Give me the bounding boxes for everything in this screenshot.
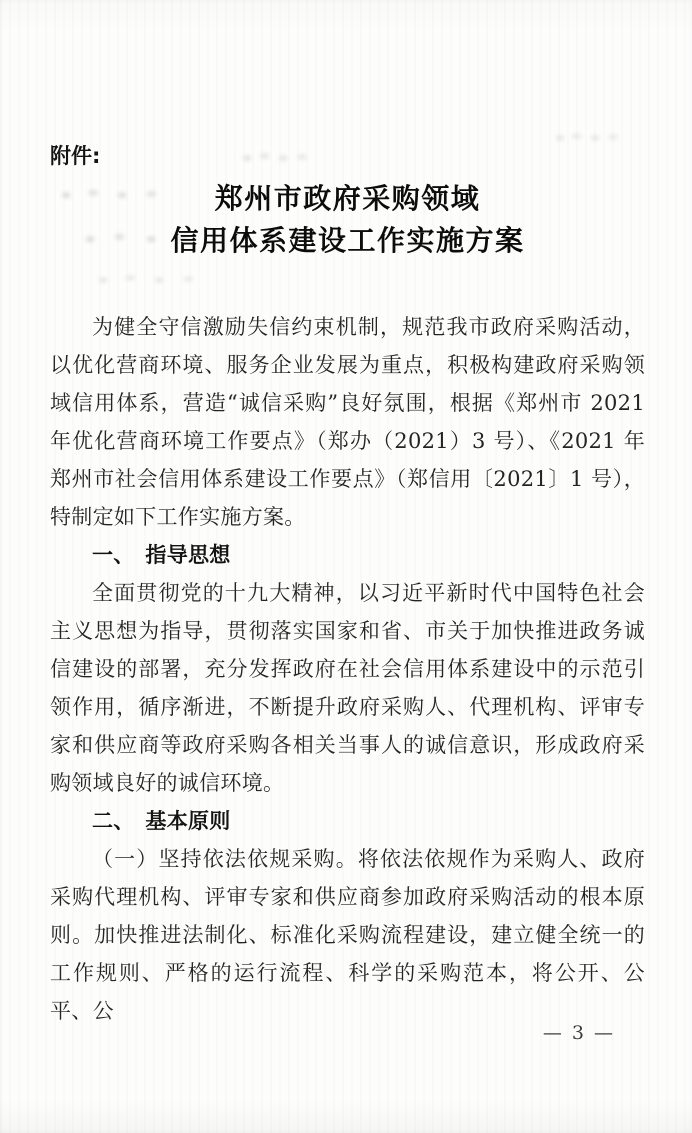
paragraph-intro: 为健全守信激励失信约束机制，规范我市政府采购活动，以优化营商环境、服务企业发展为重点，积极构建政府采购领域信用体系，营造“诚信采购”良好氛围，根据《郑州市 2021 年优化营商环境工作要点》（郑办（2021）3 号）、《2021 年郑州市社会信用体系建设工作要点》（郑信用〔2021〕1 号），特制定如下工作实施方案。 xyxy=(50,315,645,529)
page-number: — 3 — xyxy=(542,1022,615,1044)
document-body xyxy=(50,308,645,1030)
attachment-label: 附件: xyxy=(50,144,101,168)
document-title-line-1: 郑州市政府采购领域 xyxy=(214,182,481,215)
section-heading-1: 一、 指导思想 xyxy=(92,543,231,567)
section-heading-2: 二、 基本原则 xyxy=(92,809,231,833)
paragraph-guiding-ideology: 全面贯彻党的十九大精神，以习近平新时代中国特色社会主义思想为指导，贯彻落实国家和省、市关于加快推进政务诚信建设的部署，充分发挥政府在社会信用体系建设中的示范引领作用，循序渐进，不断提升政府采购人、代理机构、评审专家和供应商等政府采购各相关当事人的诚信意识，形成政府采购领域良好的诚信环境。 xyxy=(50,581,645,795)
document-title-line-2: 信用体系建设工作实施方案 xyxy=(170,224,525,257)
document-title xyxy=(50,178,645,262)
page-content xyxy=(50,0,645,1030)
paragraph-basic-principles: （一）坚持依法依规采购。将依法依规作为采购人、政府采购代理机构、评审专家和供应商参加政府采购活动的根本原则。加快推进法制化、标准化采购流程建设，建立健全统一的工作规则、严格的运行流程、科学的采购范本，将公开、公平、公 xyxy=(50,847,645,1023)
